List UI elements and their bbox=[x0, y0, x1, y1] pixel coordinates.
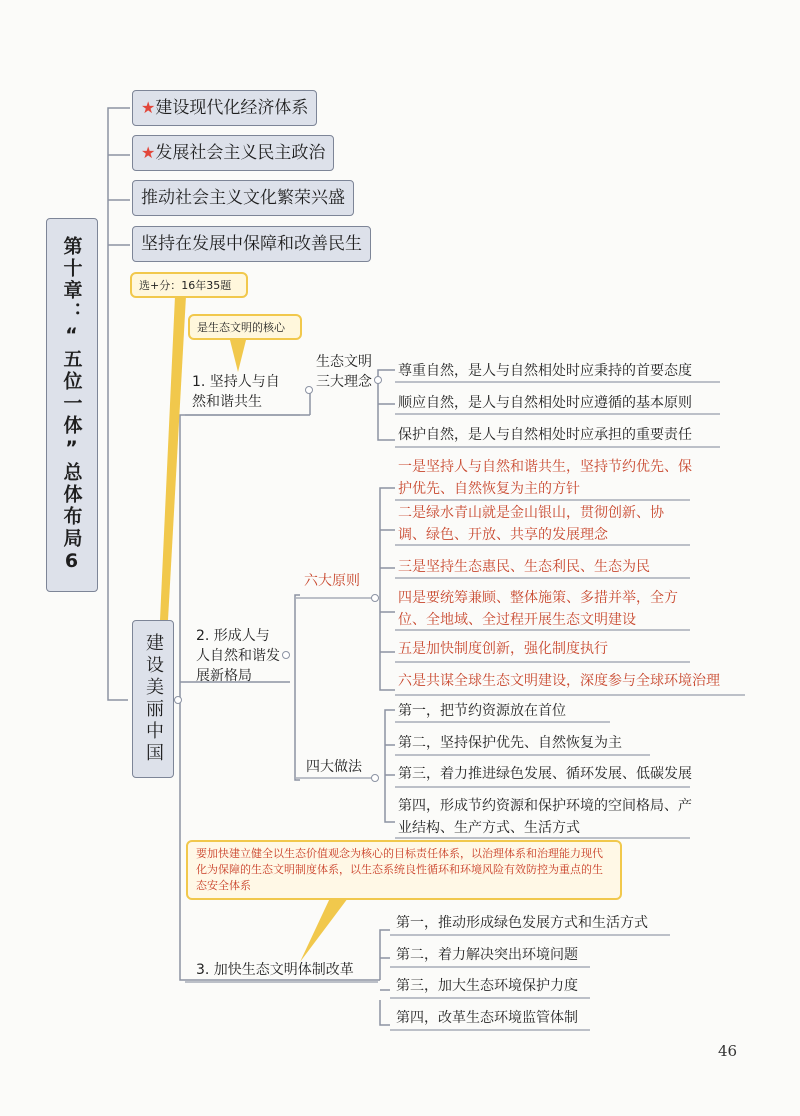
principle-item[interactable]: 六是共谋全球生态文明建设，深度参与全球环境治理 bbox=[398, 673, 720, 689]
top-item-livelihood[interactable] bbox=[132, 226, 371, 262]
top-item-label: 建设现代化经济体系 bbox=[155, 98, 309, 118]
star-icon: ★ bbox=[141, 143, 156, 162]
section2-group2-label[interactable]: 四大做法 bbox=[306, 759, 362, 775]
star-icon: ★ bbox=[141, 98, 156, 117]
section1-leaf[interactable]: 顺应自然，是人与自然相处时应遵循的基本原则 bbox=[398, 395, 692, 411]
section1-leaf[interactable]: 尊重自然，是人与自然相处时应秉持的首要态度 bbox=[398, 363, 692, 379]
exam-note bbox=[130, 272, 248, 298]
section3-note bbox=[186, 840, 622, 900]
top-item-economy[interactable] bbox=[132, 90, 317, 126]
method-item[interactable]: 第四，形成节约资源和保护环境的空间格局、产业结构、生产方式、生活方式 bbox=[398, 798, 692, 836]
principle-item[interactable]: 一是坚持人与自然和谐共生，坚持节约优先、保护优先、自然恢复为主的方针 bbox=[398, 459, 692, 497]
root-node[interactable] bbox=[46, 218, 98, 592]
top-item-culture[interactable] bbox=[132, 180, 354, 216]
section1-note-text: 是生态文明的核心 bbox=[197, 321, 285, 334]
top-item-democracy[interactable] bbox=[132, 135, 334, 171]
exam-note-text: 选+分：16年35题 bbox=[139, 279, 232, 292]
section3-leaf[interactable]: 第三，加大生态环境保护力度 bbox=[396, 978, 578, 994]
top-item-label: 坚持在发展中保障和改善民生 bbox=[141, 234, 362, 254]
method-item[interactable]: 第三，着力推进绿色发展、循环发展、低碳发展 bbox=[398, 766, 692, 782]
root-title: 第十章：“五位一体”总体布局6 bbox=[60, 235, 83, 575]
section1-leaf[interactable]: 保护自然，是人与自然相处时应承担的重要责任 bbox=[398, 427, 692, 443]
section2-title[interactable]: 2. 形成人与人自然和谐发展新格局 bbox=[196, 628, 280, 684]
section1-note bbox=[188, 314, 302, 340]
section3-title[interactable]: 3. 加快生态文明体制改革 bbox=[196, 962, 354, 978]
page-number: 46 bbox=[718, 1042, 738, 1060]
top-item-label: 推动社会主义文化繁荣兴盛 bbox=[141, 188, 345, 208]
section1-title[interactable]: 1. 坚持人与自然和谐共生 bbox=[192, 374, 280, 410]
section2-group1-label[interactable]: 六大原则 bbox=[304, 573, 360, 589]
method-item[interactable]: 第二，坚持保护优先、自然恢复为主 bbox=[398, 735, 622, 751]
principle-item[interactable]: 四是要统筹兼顾、整体施策、多措并举，全方位、全地域、全过程开展生态文明建设 bbox=[398, 590, 678, 628]
method-item[interactable]: 第一，把节约资源放在首位 bbox=[398, 703, 566, 719]
principle-item[interactable]: 五是加快制度创新，强化制度执行 bbox=[398, 641, 608, 657]
section3-note-text: 要加快建立健全以生态价值观念为核心的目标责任体系，以治理体系和治理能力现代化为保障的生态文明制度体系，以生态系统良性循环和环境风险有效防控为重点的生态安全体系 bbox=[196, 847, 603, 892]
section1-group-label[interactable]: 生态文明三大理念 bbox=[316, 354, 372, 390]
section3-leaf[interactable]: 第一，推动形成绿色发展方式和生活方式 bbox=[396, 915, 648, 931]
section3-leaf[interactable]: 第二，着力解决突出环境问题 bbox=[396, 947, 578, 963]
principle-item[interactable]: 二是绿水青山就是金山银山，贯彻创新、协调、绿色、开放、共享的发展理念 bbox=[398, 505, 664, 543]
sub-root-node[interactable] bbox=[132, 620, 174, 778]
top-item-label: 发展社会主义民主政治 bbox=[155, 143, 326, 163]
principle-item[interactable]: 三是坚持生态惠民、生态利民、生态为民 bbox=[398, 559, 650, 575]
sub-root-title: 建设美丽中国 bbox=[143, 633, 164, 765]
section3-leaf[interactable]: 第四，改革生态环境监管体制 bbox=[396, 1010, 578, 1026]
